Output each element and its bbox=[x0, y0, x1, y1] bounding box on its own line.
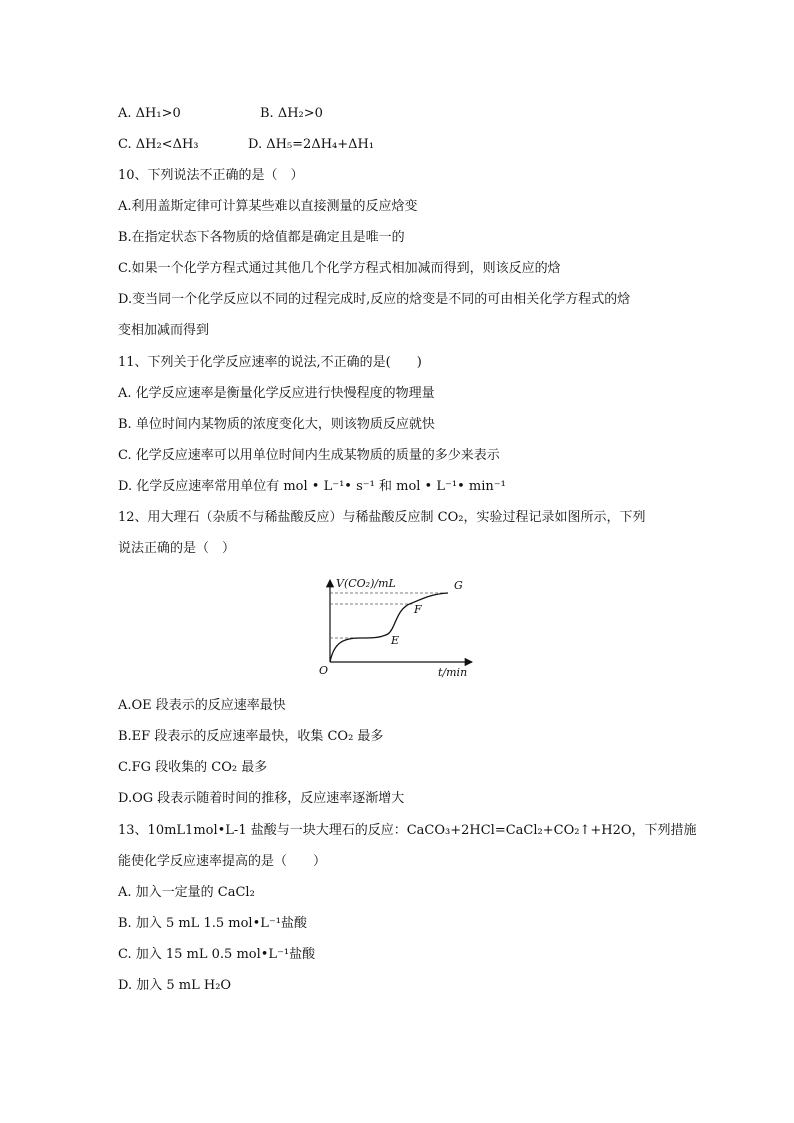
q11-option-c: C. 化学反应速率可以用单位时间内生成某物质的质量的多少来表示 bbox=[118, 448, 500, 463]
q10-option-d: D.变当同一个化学反应以不同的过程完成时,反应的焓变是不同的可由相关化学方程式的焓 bbox=[118, 292, 631, 307]
q9-option-d: D. ΔH₅=2ΔH₄+ΔH₁ bbox=[248, 137, 375, 152]
q12-stem-cont: 说法正确的是（ ） bbox=[118, 541, 236, 556]
origin-label: O bbox=[319, 664, 329, 677]
q13-stem: 13、10mL1mol•L-1 盐酸与一块大理石的反应：CaCO₃+2HCl=CaCl₂+CO₂↑+H2O，下列措施 bbox=[118, 823, 697, 838]
q13-option-c: C. 加入 15 mL 0.5 mol•L⁻¹盐酸 bbox=[118, 947, 316, 962]
graph-svg bbox=[310, 576, 480, 680]
q13-option-a: A. 加入一定量的 CaCl₂ bbox=[118, 885, 255, 900]
q13-option-b: B. 加入 5 mL 1.5 mol•L⁻¹盐酸 bbox=[118, 916, 307, 931]
point-e-label: E bbox=[391, 634, 400, 647]
q11-option-a: A. 化学反应速率是衡量化学反应进行快慢程度的物理量 bbox=[118, 386, 435, 401]
q11-option-d: D. 化学反应速率常用单位有 mol • L⁻¹• s⁻¹ 和 mol • L⁻¹• min⁻¹ bbox=[118, 479, 506, 494]
co2-volume-time-graph bbox=[310, 576, 480, 680]
q11-option-b: B. 单位时间内某物质的浓度变化大，则该物质反应就快 bbox=[118, 417, 435, 432]
q13-option-d: D. 加入 5 mL H₂O bbox=[118, 978, 232, 993]
point-f-label: F bbox=[414, 603, 422, 616]
q10-option-a: A.利用盖斯定律可计算某些难以直接测量的反应焓变 bbox=[118, 199, 418, 214]
q9-option-c: C. ΔH₂<ΔH₃ bbox=[118, 137, 199, 152]
q10-option-b: B.在指定状态下各物质的焓值都是确定且是唯一的 bbox=[118, 230, 405, 245]
q10-stem: 10、下列说法不正确的是（ ） bbox=[118, 168, 304, 183]
x-axis-label: t/min bbox=[438, 666, 468, 679]
point-g-label: G bbox=[454, 579, 463, 592]
q9-option-b: B. ΔH₂>0 bbox=[260, 106, 323, 121]
q12-option-a: A.OE 段表示的反应速率最快 bbox=[118, 698, 286, 713]
q12-option-c: C.FG 段收集的 CO₂ 最多 bbox=[118, 760, 268, 775]
q10-option-d-cont: 变相加减而得到 bbox=[118, 323, 210, 338]
q12-stem: 12、用大理石（杂质不与稀盐酸反应）与稀盐酸反应制 CO₂，实验过程记录如图所示，下列 bbox=[118, 510, 646, 525]
q10-option-c: C.如果一个化学方程式通过其他几个化学方程式相加减而得到，则该反应的焓 bbox=[118, 261, 561, 276]
q11-stem: 11、下列关于化学反应速率的说法,不正确的是( ) bbox=[118, 355, 422, 370]
q9-option-row-2 bbox=[118, 137, 374, 153]
q12-option-d: D.OG 段表示随着时间的推移，反应速率逐渐增大 bbox=[118, 791, 405, 806]
volume-curve bbox=[330, 593, 448, 662]
q9-option-row-1 bbox=[118, 106, 323, 122]
q13-stem-cont: 能使化学反应速率提高的是（ ） bbox=[118, 854, 327, 869]
y-axis-label: V(CO₂)/mL bbox=[336, 577, 396, 590]
q9-option-a: A. ΔH₁>0 bbox=[118, 106, 181, 121]
q12-option-b: B.EF 段表示的反应速率最快，收集 CO₂ 最多 bbox=[118, 729, 384, 744]
